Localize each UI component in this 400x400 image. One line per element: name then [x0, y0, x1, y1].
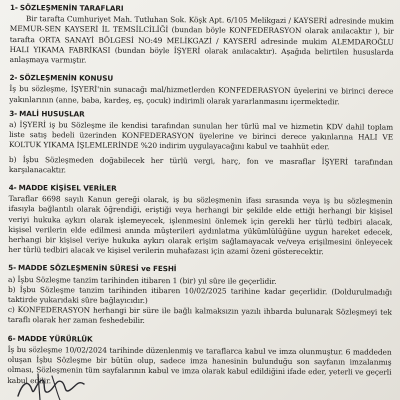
section-term	[8, 263, 392, 328]
section-heading: 4- MADDE KİŞİSEL VERİLER	[8, 183, 117, 193]
section-heading: 2- SÖZLEŞMENİN KONUSU	[9, 73, 114, 83]
section-paragraph: İş bu sözleşme, İŞYERİ'nin sunacağı mal/hizmetlerden KONFEDERASYON üyelerini ve birinci derece yakınlarının (anne, baba, kardeş, eş, çocuk) indirimli olarak yararlanmasını içermektedir.	[9, 84, 394, 106]
section-parties	[10, 3, 394, 68]
section-paragraph: a) İşbu Sözleşme tanzim tarihinden itibaren 1 (bir) yıl süre ile geçerlidir.	[8, 274, 277, 286]
section-heading: 1- SÖZLEŞMENİN TARAFLARI	[9, 3, 124, 13]
section-personal-data	[8, 183, 392, 258]
section-paragraph: b) İşbu Sözleşmeden doğabilecek her türlü vergi, harç, fon ve masraflar İŞYERİ tarafından karşılanacaktır.	[8, 154, 393, 175]
section-subject	[9, 73, 393, 107]
contract-document	[7, 3, 394, 392]
section-paragraph: b) İşbu Sözleşme tanzim tarihinden itibaren 10/02/2025 tarihine kadar geçerlidir. (Doldurulmadığı taktirde yukarıdaki süre bağlayıcıdır.)	[7, 284, 393, 306]
section-paragraph: c) KONFEDERASYON herhangi bir süre ile bağlı kalmaksızın yazılı ihbarda bulunarak Sözleşmeyi tek taraflı olarak her zaman feshedebilir.	[7, 305, 392, 326]
section-paragraph: Bir tarafta Cumhuriyet Mah. Tutluhan Sok. Köşk Apt. 6/105 Melikgazi / KAYSERİ adresinde mukim MEMUR-SEN KAYSERİ İL TEMSİLCİLİĞİ (bundan böyle KONFEDERASYON olarak anılacaktır ), bir tarafta ORTA SANAYİ BÖLGESİ NO:49 MELİKGAZİ / KAYSERİ adresinde mukim ALEMDAROĞLU HALI YIKAMA FABRİKASI (bundan böyle İŞYERİ olarak anılacaktır). Aşağıda belirtilen hususlarda anlaşmaya varmıştır.	[9, 14, 394, 65]
section-paragraph: İş bu sözleşme 10/02/2024 tarihinde düzenlenmiş ve taraflarca kabul ve imza olunmuştur. 6 maddeden oluşan İşbu Sözleşme bir bütün olup, sadece imza hanesinin bulunduğu son sayfanın imzalanmış olması, Sözleşmenin tüm sayfalarının kabul ve imza olarak kabul edildiğini ifade eder, yeterli ve geçerli kabul edilir.	[7, 344, 392, 385]
section-financial	[9, 109, 393, 178]
section-heading: 6- MADDE YÜRÜRLÜK	[7, 333, 93, 344]
section-heading: 3- MALİ HUSUSLAR	[9, 108, 85, 119]
section-paragraph: Taraflar 6698 sayılı Kanun gereği olarak, iş bu sözleşmenin ifası sırasında veya iş bu sözleşmenin ifasıyla bağlantılı olarak öğrendiği, eriştiği veya herhangi bir şekilde elde ettiği herhangi bir kişisel veriyi hukuka aykırı olarak işlemeyecek, işlenmesini önlemek için gerekli her türlü tedbiri alacak, kişisel verilerin elde edilmesi anında müşterileri aydınlatma yükümlülüğüne uygun hareket edecek, herhangi bir kişisel veriye hukuka aykırı olarak erişim sağlamayacak ve/veya erişilmesini önleyecek her türlü tedbiri alacak ve kişisel verilerin muhafazası için azami özeni gösterecektir.	[8, 194, 393, 257]
section-paragraph: a) İŞYERİ iş bu Sözleşme ile kendisi tarafından sunulan her türlü mal ve hizmetin KDV dahil toplam liste satış bedeli üzerinden KONFEDERASYON üyelerine ve birinci derece yakınlarına HALI VE KOLTUK YIKAMA İŞLEMLERİNDE %20 indirim uygulayacağını kabul ve taahhüt eder.	[8, 120, 394, 152]
section-heading: 5- MADDE SÖZLEŞMENİN SÜRESİ ve FESHİ	[8, 263, 177, 274]
handwritten-signature	[12, 370, 102, 400]
